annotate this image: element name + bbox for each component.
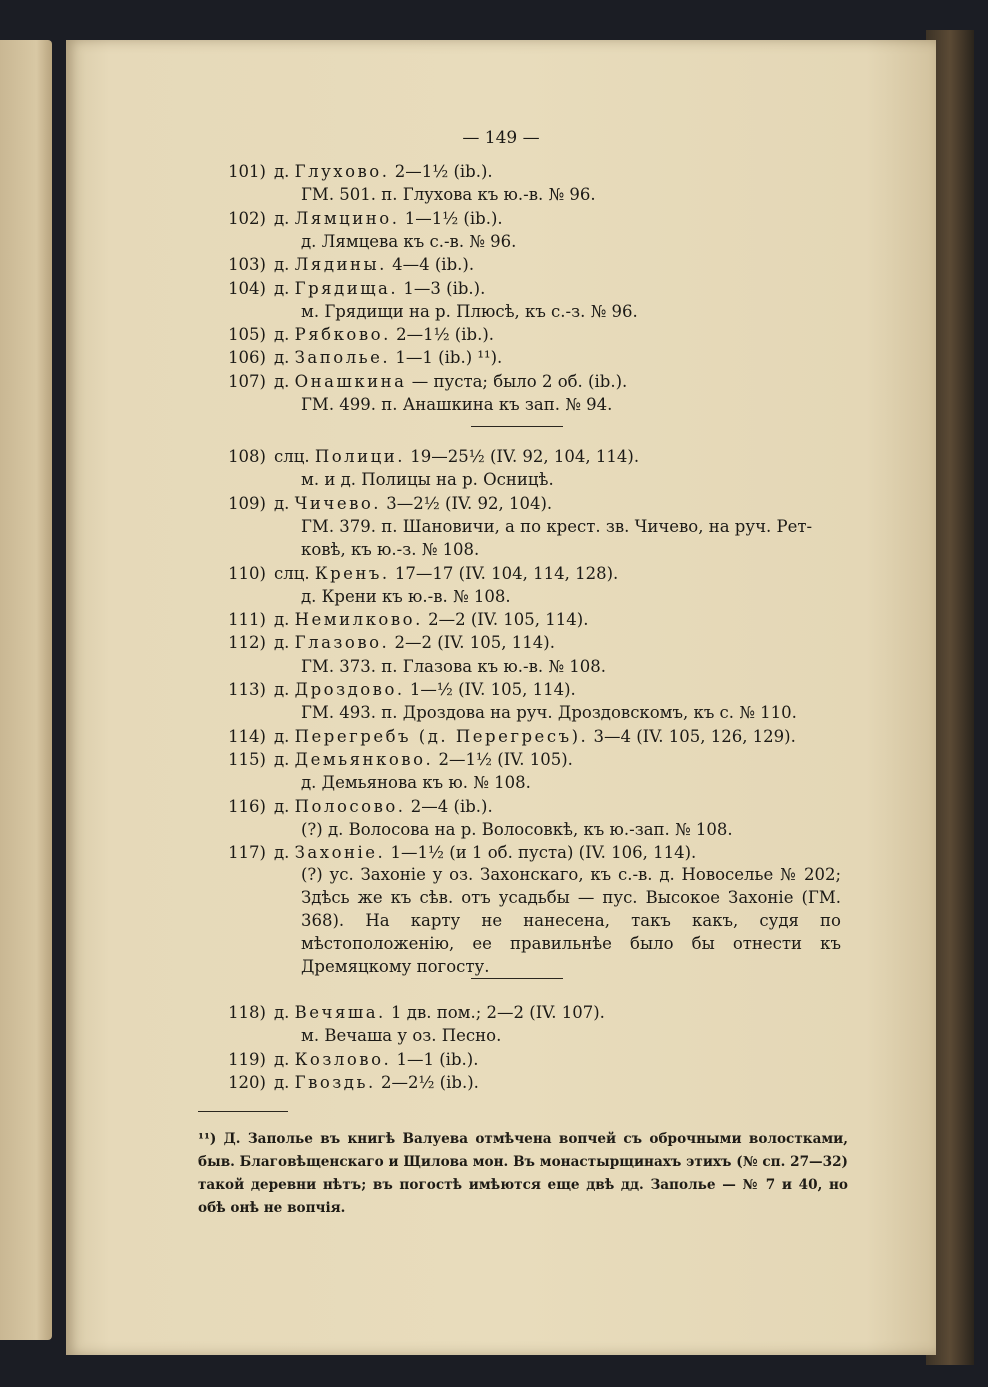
entry-number: 118) bbox=[228, 1003, 266, 1022]
entry-details: 2—2 (IV. 105, 114). bbox=[422, 610, 589, 630]
entry-details: 2—4 (ib.). bbox=[405, 796, 493, 816]
entry-name: Полосово. bbox=[294, 796, 406, 816]
entry-text bbox=[274, 1073, 479, 1093]
entry-details: 2—1½ (IV. 105). bbox=[433, 749, 573, 769]
entry-prefix: слц. bbox=[274, 563, 315, 583]
entry-details: 1—1 (ib.). bbox=[391, 1049, 479, 1069]
entry-details: 3—2½ (IV. 92, 104). bbox=[381, 493, 553, 513]
entry-prefix: д. bbox=[274, 1003, 295, 1022]
entry-number: 116) bbox=[228, 796, 266, 816]
entry-text bbox=[274, 162, 493, 182]
entry-number: 105) bbox=[228, 325, 266, 345]
entry-details: 2—2½ (ib.). bbox=[375, 1072, 479, 1092]
entry-subline: д. Лямцева къ с.-в. № 96. bbox=[301, 231, 517, 251]
entry-subline: (?) д. Волосова на р. Волосовкѣ, къ ю.-зап. № 108. bbox=[301, 819, 733, 839]
entry-prefix: д. bbox=[274, 208, 295, 228]
entry-details: 1—1 (ib.) ¹¹). bbox=[390, 348, 503, 368]
entry-number: 112) bbox=[228, 633, 266, 653]
entry-text bbox=[274, 494, 552, 514]
entry-text bbox=[274, 610, 588, 630]
entry-subline: ГМ. 373. п. Глазова къ ю.-в. № 108. bbox=[301, 656, 606, 676]
entry-name: Перегребъ (д. Перегресъ). bbox=[294, 726, 589, 746]
entry-name: Рябково. bbox=[294, 325, 391, 345]
entry-details: 1 дв. пом.; 2—2 (IV. 107). bbox=[385, 1003, 605, 1022]
entry-details: 1—1½ (и 1 об. пуста) (IV. 106, 114). bbox=[385, 843, 697, 863]
entry-prefix: д. bbox=[274, 348, 295, 368]
left-page-edge bbox=[0, 40, 52, 1340]
entry-name: Кренъ. bbox=[314, 563, 390, 583]
entry-subline: ГМ. 501. п. Глухова къ ю.-в. № 96. bbox=[301, 185, 596, 205]
entry-details: 2—1½ (ib.). bbox=[390, 325, 495, 345]
entry-name: Заполье. bbox=[294, 348, 391, 368]
entry-number: 114) bbox=[228, 726, 266, 746]
entry-name: Глухово. bbox=[294, 162, 390, 181]
entry-prefix: д. bbox=[274, 680, 295, 699]
entry-name: Грядища. bbox=[294, 278, 399, 298]
entry-number: 115) bbox=[228, 749, 266, 769]
entry-name: Немилково. bbox=[294, 610, 423, 630]
entry-text bbox=[274, 1050, 478, 1070]
entry-prefix: д. bbox=[274, 843, 295, 863]
entry-number: 117) bbox=[228, 843, 266, 863]
entry-details: 2—2 (IV. 105, 114). bbox=[389, 633, 555, 653]
entry-name: Лямцино. bbox=[294, 208, 400, 228]
entry-name: Дроздово. bbox=[294, 680, 405, 699]
entry-number: 102) bbox=[228, 208, 266, 228]
entry-number: 103) bbox=[228, 255, 266, 275]
entry-number: 111) bbox=[228, 610, 266, 630]
entry-number: 108) bbox=[228, 447, 266, 466]
entry-text bbox=[274, 255, 474, 275]
entry-number: 101) bbox=[228, 162, 266, 181]
entry-prefix: слц. bbox=[274, 447, 315, 466]
entry-details: 17—17 (IV. 104, 114, 128). bbox=[389, 563, 619, 583]
entry-number: 106) bbox=[228, 348, 266, 368]
entry-name: Захоніе. bbox=[294, 843, 386, 863]
entry-name: Демьянково. bbox=[294, 749, 434, 769]
entry-details: 1—½ (IV. 105, 114). bbox=[404, 680, 576, 699]
entry-text bbox=[274, 447, 639, 467]
entry-name: Лядины. bbox=[294, 255, 387, 275]
entry-text bbox=[274, 680, 576, 700]
entry-text bbox=[274, 348, 502, 368]
entry-name: Вечяша. bbox=[294, 1003, 386, 1022]
entry-number: 109) bbox=[228, 493, 266, 513]
entry-text bbox=[274, 1003, 605, 1023]
entry-details: 1—1½ (ib.). bbox=[399, 208, 503, 228]
entry-117-text: (?) ус. Захоніе у оз. Захонскаго, къ с.-в. д. Новоселье № 202; Здѣсь же къ сѣв. отъ усадьбы — пус. Высокое Захоніе (ГМ. 368). На карту не нанесена, такъ какъ, судя по мѣстоположенію, ее правильнѣе было бы отнести къ Дремяцкому погосту. bbox=[301, 865, 841, 977]
entry-text bbox=[274, 633, 555, 653]
footnote-rule bbox=[198, 1111, 288, 1112]
entry-details: — пуста; было 2 об. (ib.). bbox=[406, 371, 628, 391]
entry-name: Онашкина bbox=[294, 371, 407, 391]
entry-details: 2—1½ (ib.). bbox=[389, 162, 493, 181]
entry-text bbox=[274, 279, 485, 299]
entry-subline: д. Демьянова къ ю. № 108. bbox=[301, 773, 531, 793]
entry-text bbox=[274, 843, 696, 863]
entry-name: Полици. bbox=[314, 447, 405, 466]
entry-text bbox=[274, 325, 494, 345]
entry-subline: м. Грядищи на р. Плюсѣ, къ с.-з. № 96. bbox=[301, 301, 638, 321]
entry-subline: д. Крени къ ю.-в. № 108. bbox=[301, 586, 511, 606]
footnote: ¹¹) Д. Заполье въ книгѣ Валуева отмѣчена вопчей съ оброчными волостками, быв. Благовѣщенскаго и Щилова мон. Въ монастырщинахъ этихъ (№ сп. 27—32) такой деревни нѣтъ; въ погостѣ имѣются еще двѣ дд. Заполье — № 7 и 40, но обѣ онѣ не вопчія. bbox=[198, 1131, 848, 1216]
entry-number: 113) bbox=[228, 680, 266, 699]
entry-subline: ГМ. 379. п. Шановичи, а по крест. зв. Чичево, на руч. Рет- bbox=[301, 516, 813, 536]
entry-name: Глазово. bbox=[294, 633, 390, 653]
entry-subline: м. и д. Полицы на р. Осницѣ. bbox=[301, 470, 554, 490]
entry-name: Козлово. bbox=[294, 1049, 392, 1069]
entry-text bbox=[274, 564, 618, 584]
entry-details: 19—25½ (IV. 92, 104, 114). bbox=[404, 447, 640, 466]
entry-prefix: д. bbox=[274, 278, 295, 298]
entry-subline: м. Вечаша у оз. Песно. bbox=[301, 1026, 502, 1046]
entry-number: 104) bbox=[228, 278, 266, 298]
entry-prefix: д. bbox=[274, 726, 295, 746]
entry-prefix: д. bbox=[274, 371, 295, 391]
entry-text bbox=[274, 750, 573, 770]
entry-number: 110) bbox=[228, 563, 266, 583]
entry-prefix: д. bbox=[274, 796, 295, 816]
entry-prefix: д. bbox=[274, 162, 295, 181]
entry-prefix: д. bbox=[274, 1072, 295, 1092]
entry-prefix: д. bbox=[274, 255, 295, 275]
entry-subline: ковѣ, къ ю.-з. № 108. bbox=[301, 540, 480, 560]
entry-prefix: д. bbox=[274, 633, 295, 653]
entry-name: Гвоздь. bbox=[294, 1072, 376, 1092]
entry-number: 120) bbox=[228, 1072, 266, 1092]
section-divider bbox=[471, 426, 563, 427]
entry-text bbox=[274, 209, 503, 229]
entry-subline: ГМ. 499. п. Анашкина къ зап. № 94. bbox=[301, 395, 613, 414]
entry-text bbox=[274, 372, 627, 392]
entry-prefix: д. bbox=[274, 493, 295, 513]
entry-details: 3—4 (IV. 105, 126, 129). bbox=[588, 726, 796, 746]
entry-prefix: д. bbox=[274, 1049, 295, 1069]
entry-text bbox=[274, 727, 796, 747]
entry-prefix: д. bbox=[274, 325, 295, 345]
entry-number: 107) bbox=[228, 371, 266, 391]
entry-prefix: д. bbox=[274, 610, 295, 630]
entry-details: 1—3 (ib.). bbox=[398, 278, 486, 298]
page-number: — 149 — bbox=[462, 128, 540, 148]
entry-text bbox=[274, 797, 493, 817]
entry-name: Чичево. bbox=[294, 493, 382, 513]
entry-subline: ГМ. 493. п. Дроздова на руч. Дроздовскомъ, къ с. № 110. bbox=[301, 703, 797, 723]
entry-details: 4—4 (ib.). bbox=[386, 255, 475, 275]
entry-number: 119) bbox=[228, 1049, 266, 1069]
book-page bbox=[66, 40, 936, 1355]
entry-prefix: д. bbox=[274, 749, 295, 769]
